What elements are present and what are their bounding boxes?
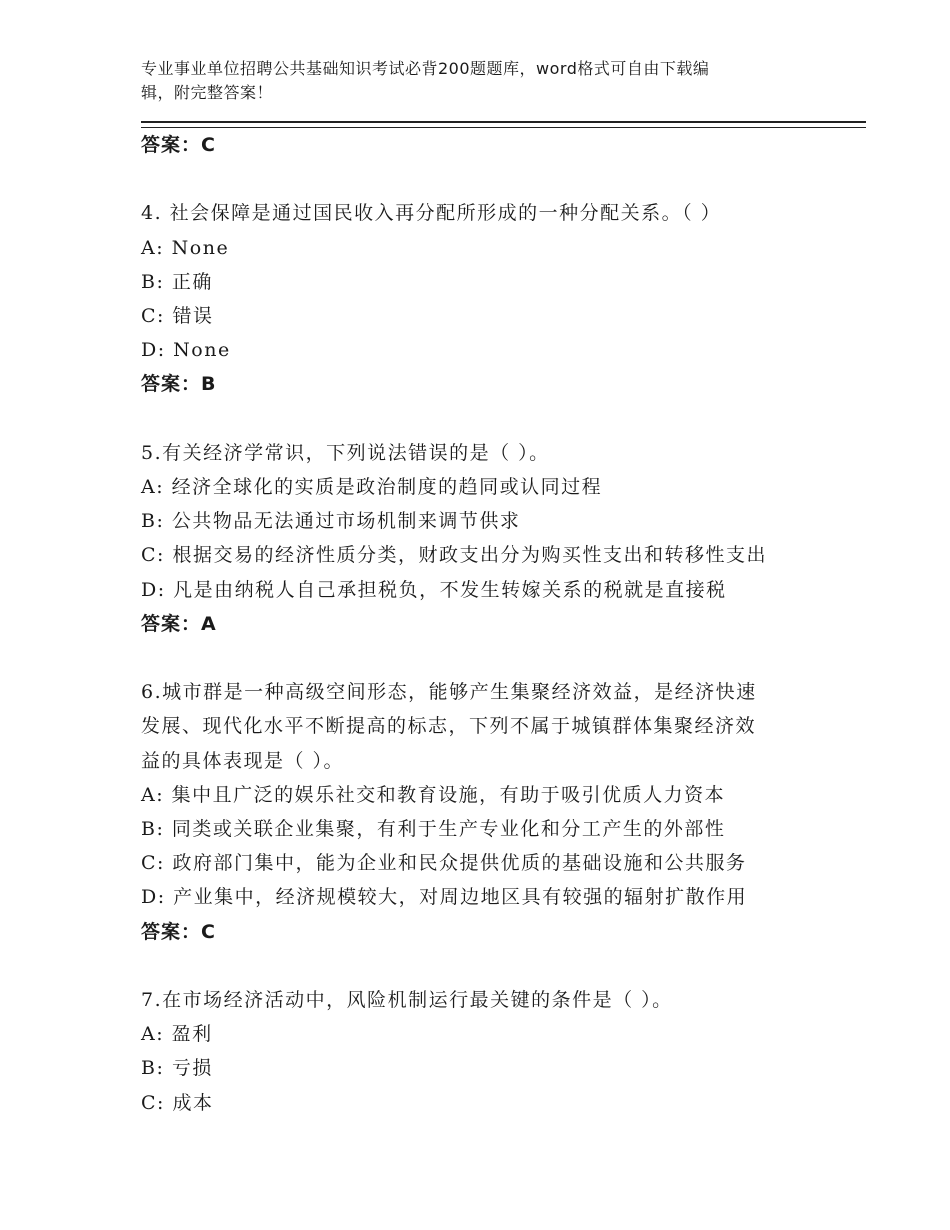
option-c: C: 错误 [141,305,214,327]
option-a: A: None [141,236,230,259]
question-block [141,196,866,401]
option-a: A: 盈利 [141,1023,213,1046]
answer-label: 答案：B [141,373,217,396]
option-c: C: 政府部门集中，能为企业和民众提供优质的基础设施和公共服务 [141,852,747,875]
document-body [141,128,866,1120]
option-d: D: 凡是由纳税人自己承担税负，不发生转嫁关系的税就是直接税 [141,578,727,601]
question-stem: 6.城市群是一种高级空间形态，能够产生集聚经济效益，是经济快速 [141,681,757,704]
option-d: D: 产业集中，经济规模较大，对周边地区具有较强的辐射扩散作用 [141,886,748,909]
header-line: 专业事业单位招聘公共基础知识考试必背200题题库，word格式可自由下载编 [141,59,710,78]
header-divider [141,121,866,128]
question-stem: 4. 社会保障是通过国民收入再分配所形成的一种分配关系。（ ） [141,202,722,225]
answer-label: 答案：A [141,612,217,635]
option-a: A: 经济全球化的实质是政治制度的趋同或认同过程 [141,476,603,498]
option-b: B: 亏损 [141,1057,213,1080]
option-b: B: 正确 [141,270,213,293]
question-block [141,436,866,641]
option-d: D: None [141,339,231,362]
question-stem: 益的具体表现是（ ）。 [141,749,345,772]
question-stem: 发展、现代化水平不断提高的标志，下列不属于城镇群体集聚经济效 [141,715,757,738]
answer-label: 答案：C [141,134,216,156]
option-a: A: 集中且广泛的娱乐社交和教育设施，有助于吸引优质人力资本 [141,783,726,806]
question-block [141,983,866,1120]
option-b: B: 同类或关联企业集聚，有利于生产专业化和分工产生的外部性 [141,818,726,841]
option-c: C: 根据交易的经济性质分类，财政支出分为购买性支出和转移性支出 [141,544,767,567]
answer-label: 答案：C [141,920,216,943]
header-line: 辑，附完整答案！ [141,83,274,102]
question-stem: 7.在市场经济活动中，风险机制运行最关键的条件是（ ）。 [141,989,673,1012]
option-c: C: 成本 [141,1091,214,1114]
question-block [141,675,866,949]
option-b: B: 公共物品无法通过市场机制来调节供求 [141,510,521,533]
question-stem: 5.有关经济学常识，下列说法错误的是（ ）。 [141,441,550,464]
page-header [141,57,801,105]
